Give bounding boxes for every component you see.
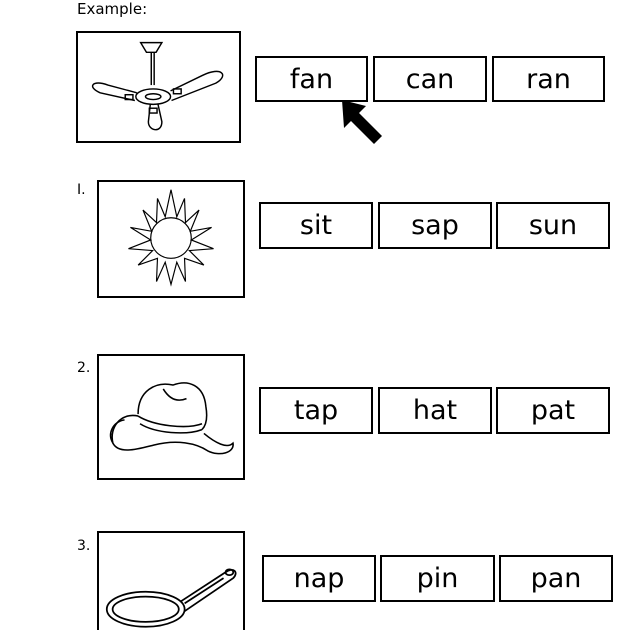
pan-picture <box>97 531 245 630</box>
pointer-arrow-icon <box>338 96 386 148</box>
question3-choice-pan[interactable]: pan <box>499 555 613 602</box>
cowboy-hat-icon <box>99 356 243 478</box>
fan-picture <box>76 31 241 143</box>
question-number-1: I. <box>77 182 86 198</box>
sun-icon <box>99 182 243 296</box>
question3-choice-pin[interactable]: pin <box>380 555 495 602</box>
question-number-3: 3. <box>77 538 91 554</box>
example-choice-fan[interactable]: fan <box>255 56 368 102</box>
question1-choice-sun[interactable]: sun <box>496 202 610 249</box>
frying-pan-icon <box>99 533 243 630</box>
hat-picture <box>97 354 245 480</box>
question2-choice-pat[interactable]: pat <box>496 387 610 434</box>
example-label: Example: <box>77 0 148 18</box>
sun-picture <box>97 180 245 298</box>
example-choice-ran[interactable]: ran <box>492 56 605 102</box>
question2-choice-tap[interactable]: tap <box>259 387 373 434</box>
question1-choice-sap[interactable]: sap <box>378 202 492 249</box>
example-choice-can[interactable]: can <box>373 56 487 102</box>
question3-choice-nap[interactable]: nap <box>262 555 376 602</box>
question1-choice-sit[interactable]: sit <box>259 202 373 249</box>
question-number-2: 2. <box>77 360 91 376</box>
question2-choice-hat[interactable]: hat <box>378 387 492 434</box>
ceiling-fan-icon <box>78 33 239 141</box>
